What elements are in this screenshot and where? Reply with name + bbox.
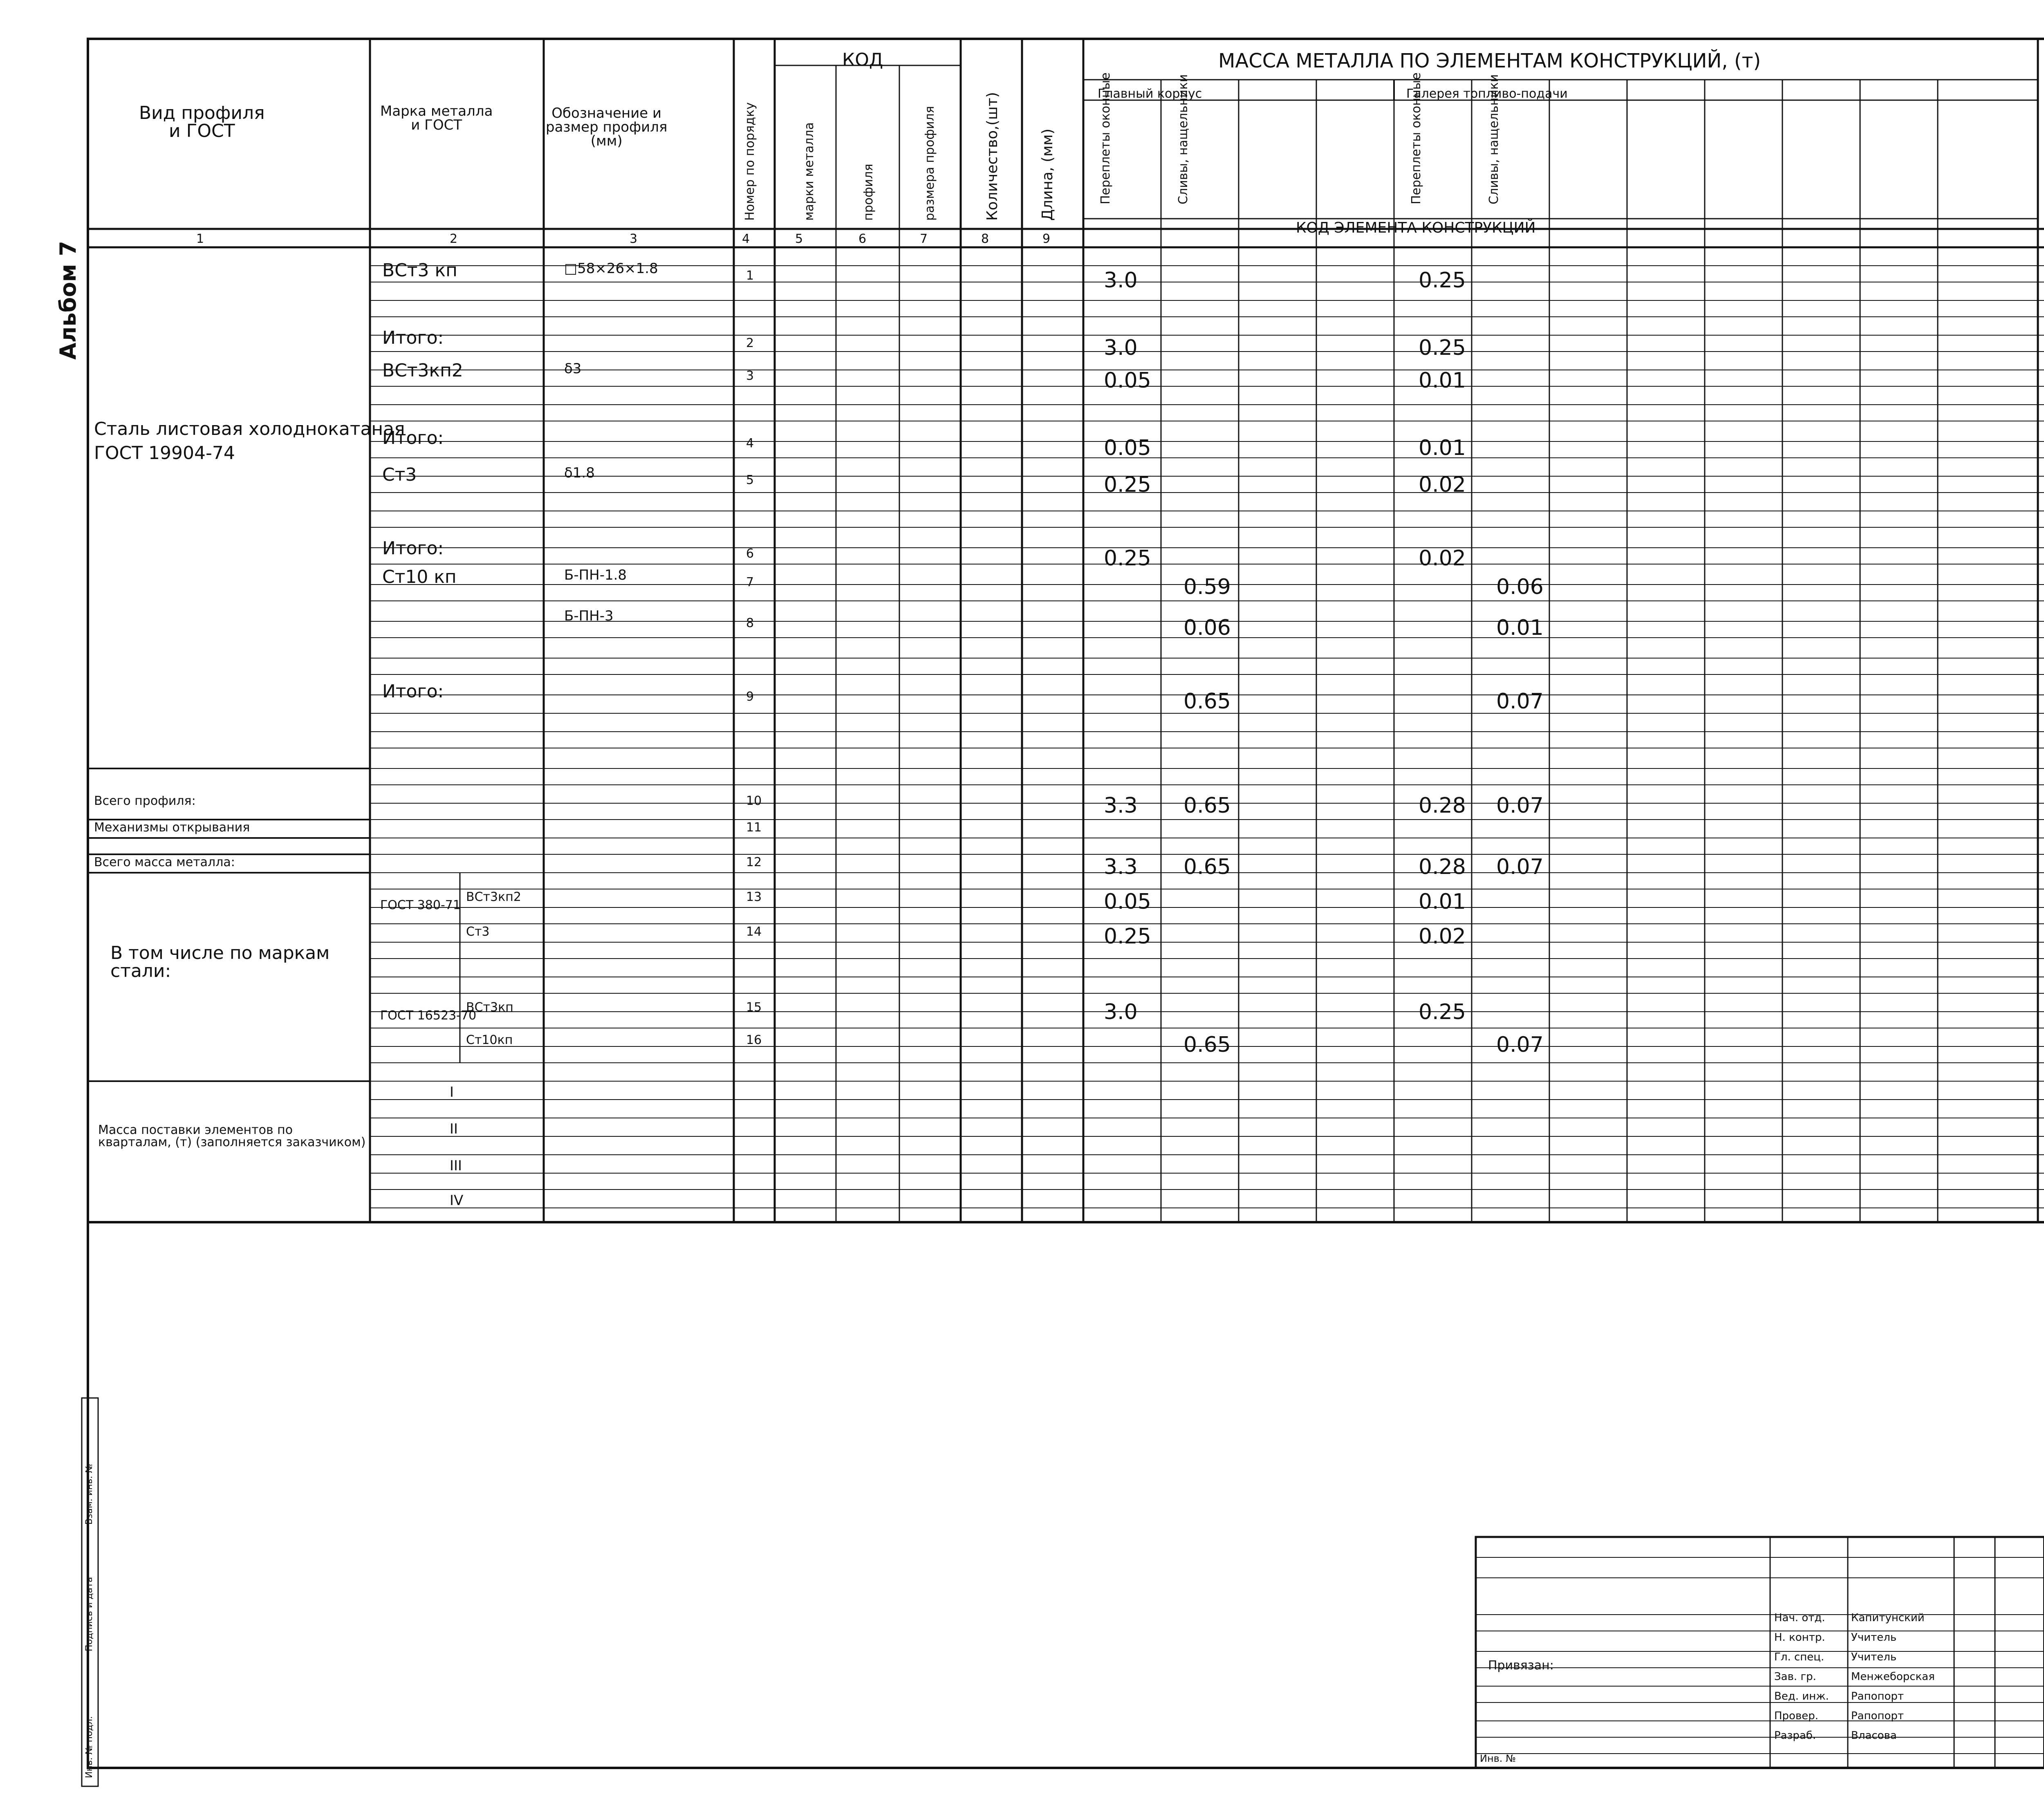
stamp-name: Учитель [1851,1631,1897,1644]
mass-gallery-drains: 0.07 [1496,689,1544,714]
row-number: 11 [746,820,762,835]
bymark-gost: ГОСТ 380-71 [380,898,461,912]
row-number: 3 [746,369,754,383]
header-profile-size: Обозначение и размер профиля (мм) [546,105,668,149]
header-steel-grade: Марка металла и ГОСТ [380,103,493,133]
mass-main-frames: 0.05 [1104,889,1151,914]
mass-gallery-drains: 0.01 [1496,616,1544,640]
stamp-name: Капитунский [1851,1612,1925,1624]
mass-main-frames: 3.3 [1104,793,1138,818]
bymark-grade: ВСт3кп2 [466,890,521,904]
mass-gallery-drains: 0.07 [1496,855,1544,879]
mass-main-frames: 0.25 [1104,473,1151,497]
mass-main-drains: 0.06 [1183,616,1231,640]
mass-gallery-frames: 0.28 [1419,793,1466,818]
delivery-quarter: III [450,1158,462,1174]
mass-main-drains: 0.59 [1183,575,1231,599]
by-mark-label: В том числе по маркам стали: [110,943,330,981]
inv-label: Инв. № [1480,1753,1516,1764]
bymark-grade: ВСт3кп [466,1000,513,1015]
delivery-quarter: I [450,1084,454,1100]
row-profile: Б-ПН-3 [564,608,614,624]
header-fuel-gallery: Галерея топливо-подачи [1406,87,1568,101]
mass-gallery-frames: 0.25 [1419,336,1466,360]
mass-main-drains: 0.65 [1183,1033,1231,1057]
row-number: 8 [746,616,754,630]
column-number: 8 [981,232,989,246]
left-stamp-field: Подпись и дата [84,1577,94,1651]
stamp-name: Менжеборская [1851,1671,1935,1683]
row-number: 13 [746,890,762,904]
mass-main-frames: 3.0 [1104,1000,1138,1024]
mass-main-frames: 0.05 [1104,368,1151,393]
header-main-building: Главный корпус [1098,87,1202,101]
stamp-role: Разраб. [1774,1729,1816,1742]
mass-gallery-drains: 0.06 [1496,575,1544,599]
row-number: 14 [746,925,762,939]
row-grade: ВСт3кп2 [382,360,463,381]
header-kod: КОД [842,49,883,70]
mass-main-drains: 0.65 [1183,855,1231,879]
row-number: 4 [746,436,754,450]
mass-main-frames: 3.3 [1104,855,1138,879]
summary-label: Всего профиля: [94,794,196,808]
mass-gallery-drains: 0.07 [1496,793,1544,818]
mass-gallery-frames: 0.25 [1419,1000,1466,1024]
column-number: 7 [920,232,928,246]
row-number: 6 [746,547,754,561]
row-grade: Итого: [382,538,444,559]
header-row-number: Номер по порядку [743,102,757,221]
row-grade: ВСт3 кп [382,260,457,281]
header-kod-grade: марки металла [802,122,816,221]
header-quantity: Количество,(шт) [984,92,1001,221]
column-number: 3 [630,232,638,246]
row-grade: Итого: [382,327,444,348]
header-sub-drains-2: Сливы, нащельники [1487,74,1501,204]
row-grade: Ст10 кп [382,567,457,587]
mass-main-drains: 0.65 [1183,689,1231,714]
summary-label: Механизмы открывания [94,820,250,835]
stamp-name: Власова [1851,1729,1897,1742]
column-number: 2 [450,232,458,246]
mass-main-drains: 0.65 [1183,793,1231,818]
mass-gallery-frames: 0.02 [1419,924,1466,949]
header-sub-window-frames-1: Переплеты оконные [1098,72,1113,204]
row-profile: Б-ПН-1.8 [564,567,627,583]
column-number: 1 [196,232,204,246]
mass-gallery-frames: 0.02 [1419,473,1466,497]
header-kod-profile: профиля [861,164,876,221]
mass-gallery-frames: 0.01 [1419,889,1466,914]
row-number: 1 [746,269,754,283]
row-number: 12 [746,855,762,869]
mass-gallery-frames: 0.28 [1419,855,1466,879]
row-number: 16 [746,1033,762,1047]
mass-main-frames: 3.0 [1104,268,1138,293]
row-grade: Итого: [382,681,444,702]
stamp-name: Рапопорт [1851,1710,1904,1722]
stamp-role: Зав. гр. [1774,1671,1816,1683]
row-grade: Итого: [382,428,444,448]
stamp-role: Н. контр. [1774,1631,1825,1644]
box [1476,1537,2044,1768]
header-kod-size: размера профиля [923,106,937,221]
header-sub-drains-1: Сливы, нащельники [1176,74,1190,204]
mass-gallery-frames: 0.01 [1419,368,1466,393]
row-number: 2 [746,336,754,350]
mass-gallery-frames: 0.02 [1419,546,1466,571]
mass-main-frames: 0.25 [1104,546,1151,571]
row-number: 9 [746,690,754,704]
row-grade: Ст3 [382,464,417,485]
stamp-role: Гл. спец. [1774,1651,1824,1663]
row-profile: δ1.8 [564,465,595,481]
bymark-gost: ГОСТ 16523-70 [380,1008,477,1023]
header-profile-type: Вид профиля и ГОСТ [139,103,265,141]
mass-main-frames: 0.25 [1104,924,1151,949]
row-number: 15 [746,1000,762,1015]
row-number: 10 [746,794,762,808]
mass-main-frames: 0.05 [1104,436,1151,460]
album-label: Альбом 7 [55,241,81,360]
header-element-code: КОД ЭЛЕМЕНТА КОНСТРУКЦИЙ [1296,220,1536,236]
column-number: 5 [795,232,803,246]
row-profile: □58×26×1.8 [564,260,658,277]
group-label: Сталь листовая холоднокатаная ГОСТ 19904-74 [94,419,405,464]
column-number: 6 [858,232,867,246]
mass-gallery-frames: 0.25 [1419,268,1466,293]
delivery-quarter: IV [450,1192,464,1209]
stamp-role: Нач. отд. [1774,1612,1825,1624]
header-sub-window-frames-2: Переплеты оконные [1409,72,1423,204]
stamp-role: Провер. [1774,1710,1819,1722]
stamp-role: Вед. инж. [1774,1690,1829,1702]
mass-gallery-frames: 0.01 [1419,436,1466,460]
stamp-name: Учитель [1851,1651,1897,1663]
stamp-name: Рапопорт [1851,1690,1904,1702]
delivery-quarter: II [450,1121,458,1137]
mass-main-frames: 3.0 [1104,336,1138,360]
column-number: 4 [742,232,750,246]
privyazan-label: Привязан: [1488,1658,1554,1673]
bymark-grade: Ст10кп [466,1033,513,1047]
left-stamp-field: Инв. № подл. [84,1716,94,1778]
row-number: 5 [746,473,754,487]
row-number: 7 [746,575,754,589]
left-stamp-field: Взам. инв. № [84,1463,94,1525]
row-profile: δ3 [564,361,582,377]
delivery-label: Масса поставки элементов по кварталам, (т) (заполняется заказчиком) [98,1123,366,1149]
mass-gallery-drains: 0.07 [1496,1033,1544,1057]
column-number: 9 [1042,232,1051,246]
header-mass-title: МАССА МЕТАЛЛА ПО ЭЛЕМЕНТАМ КОНСТРУКЦИЙ, (т) [1218,49,1761,72]
summary-label: Всего масса металла: [94,855,235,869]
header-length: Длина, (мм) [1039,128,1056,221]
bymark-grade: Ст3 [466,925,490,939]
